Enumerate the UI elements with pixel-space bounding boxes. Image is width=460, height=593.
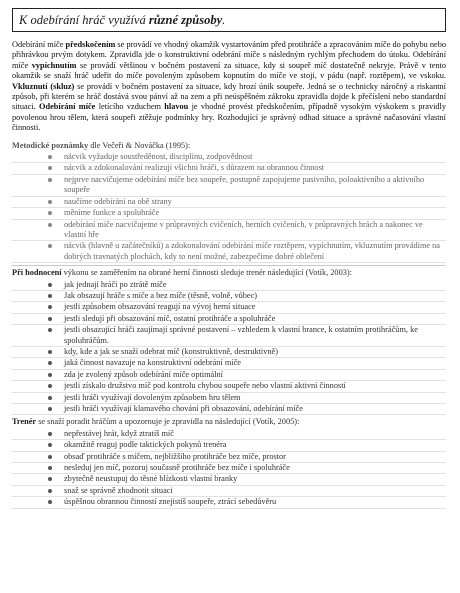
term-hlavou: hlavou [164,102,189,112]
list-item: jestli hráči využívají klamavého chování při obsazování, odebírání míče [12,404,446,415]
coach-advice-list [12,429,446,509]
list-item: nesleduj jen míč, pozoruj současně protihráče bez míče i spoluhráče [12,463,446,474]
term-vypichnutim: vypíchnutím [31,60,77,70]
evaluation-list [12,280,446,416]
list-item: zbytečně neustupuj do těsné blízkosti vlastní branky [12,474,446,485]
list-item: jestli způsobem obsazování reagují na vývoj herní situace [12,302,446,313]
section-label: Trenér [12,417,37,427]
term-vkluznuti: Vkluznutí (skluz) [12,81,75,91]
list-item: zda je zvolený způsob odebírání míče optimální [12,370,446,381]
list-item: nejprve nacvičujeme odebírání míče bez soupeře, postupně zapojujeme pasivního, poloaktivního a aktivního soupeře [12,175,446,197]
list-item: nácvik a zdokonalování realizují všichni hráči, s důrazem na obrannou činnost [12,163,446,174]
list-item: naučíme odebírání na obě strany [12,197,446,208]
section-label: Při hodnocení [12,268,62,278]
section-evaluation: Při hodnocení výkonu se zaměřením na obrané herní činnosti sleduje trenér následující (Votík, 2003): [12,268,352,278]
list-item: úspěšnou obrannou činností znejistíš soupeře, ztrácí sebedůvěru [12,497,446,508]
term-preskocenim: předskočením [65,40,116,49]
intro-paragraph: Odebírání míče předskočením se provádí ve vhodný okamžik vystartováním před protihráče a zpracováním míče do pohybu nebo přihrávkou prvým dotykem. Zpravidla jde o konstruktivní odebrání míče s následným rychlým přechodem do útoku. Odebírání míče vypíchnutím se provádí většinou v bočném postavení za situace, kdy si soupeř míč dostatečně nekryje. Právě v tento okamžik se snaží hráč udeřit do míče povoleným způsobem kopnutím do míče ve stoji, v pádu (např. roztěpem), ve vskoku. Vkluznutí (skluz) se provádí v bočném postavení za situace, kdy hrozí únik soupeře. Jedná se o technicky náročný a riskantní způsob, při kterém se hráč dostává svou pánví až na zem a při neúspěšném zákroku zpravidla dojde k přečíslení nebo standardní situaci. Odebírání míče letícího vzduchem hlavou je vhodné provést předskočením, případně vysokým výskokem s pravidly povolenou hrou tělem, která soupeři ztěžuje podmínky hry. Rozhodující je správný odhad situace a správné načasování vlastní činnosti. [12,40,446,133]
list-item: okamžitě reaguj podle taktických pokynů trenéra [12,440,446,451]
list-item: nepřestávej hrát, když ztratíš míč [12,429,446,440]
list-item: jak jednají hráči po ztrátě míče [12,280,446,291]
list-item: nácvik (hlavně u začátečníků) a zdokonalování odebírání míče roztěpem, vypíchnutím, vkluznutím provádíme na dobrých travnatých plochách, kdy to není možné, zabezpečíme dobré oblečení [12,241,446,263]
methodical-notes-list [12,152,446,263]
term-odebirani: Odebírání míče [39,102,96,112]
divider [12,265,446,266]
list-item: měníme funkce a spoluhráče [12,208,446,219]
list-item: odebírání míče nacvičujeme v průpravných cvičeních, herních cvičeních, v průpravných hrách a nakonec ve vlastní hře [12,220,446,242]
section-label: Metodické poznámky [12,140,89,150]
list-item: Jak obsazují hráče s míče a bez míče (těsně, volně, vůbec) [12,291,446,302]
section-coach-advice: Trenér se snaží poradit hráčům a upozornuje je zpravidla na následující (Votík, 2005): [12,417,300,427]
title-text: K odebírání hráč využívá [19,13,149,27]
list-item: jestli získalo družstvo míč pod kontrolu chybou soupeře nebo vlastní aktivní činností [12,381,446,392]
list-item: jestli hráči využívají dovoleným způsobem hru tělem [12,393,446,404]
list-item: jestli sledují při obsazování míč, ostatní protihráče a spoluhráče [12,314,446,325]
list-item: kdy, kde a jak se snaží odebrat míč (konstruktivně, destruktivně) [12,347,446,358]
list-item: snaž se správně zhodnotit situaci [12,486,446,497]
title-suffix: . [222,13,226,27]
title-emphasis: různé způsoby [148,13,223,27]
section-methodical-notes: Metodické poznámky dle Večeři & Nováčka (1995): [12,140,191,150]
list-item: obsaď protihráče s míčem, nejbližšího protihráče bez míče, prostor [12,452,446,463]
list-item: jestli obsazující hráči zaujímají správné postavení – vzhledem k vlastní brance, k ostatním protihráčům, ke spoluhráčům. [12,325,446,347]
list-item: nácvik vyžaduje soustředěnost, disciplínu, zodpovědnost [12,152,446,163]
document-title [12,8,446,32]
list-item: jaká činnost navazuje na konstruktivní odebrání míče [12,358,446,369]
